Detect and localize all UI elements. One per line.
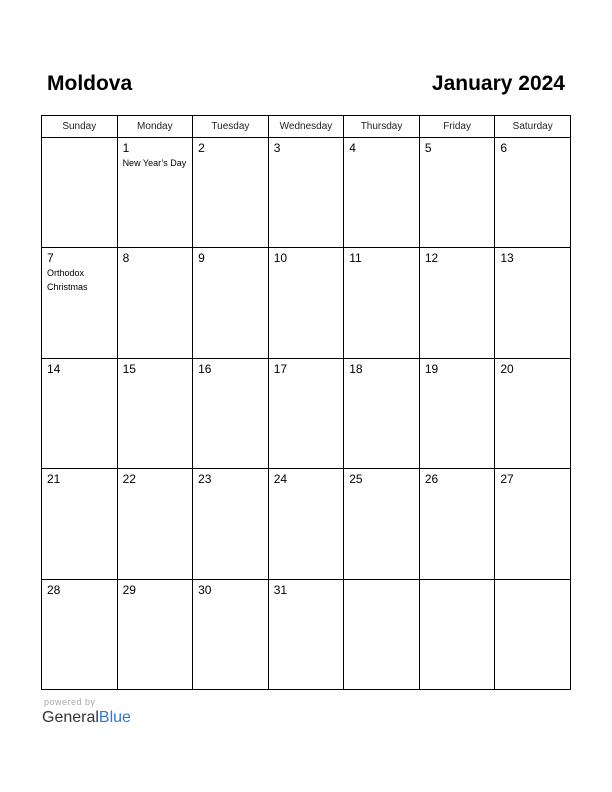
week-row <box>42 248 571 358</box>
weekday-header-row <box>42 116 571 138</box>
day-cell <box>344 579 420 689</box>
day-number: 11 <box>349 251 362 266</box>
day-number: 18 <box>349 361 363 376</box>
day-cell <box>42 248 118 358</box>
day-cell <box>495 358 571 468</box>
day-number: 28 <box>47 582 61 597</box>
weekday-friday: Friday <box>419 116 495 138</box>
day-cell <box>419 469 495 579</box>
day-cell <box>268 579 344 689</box>
day-cell <box>419 579 495 689</box>
calendar-grid <box>41 115 571 690</box>
country-title: Moldova <box>47 72 133 95</box>
day-cell <box>344 248 420 358</box>
day-cell <box>419 248 495 358</box>
day-number: 14 <box>47 361 61 376</box>
day-number: 3 <box>273 141 281 155</box>
day-number: 22 <box>122 472 136 487</box>
day-number: 17 <box>273 361 288 376</box>
day-cell <box>344 138 420 248</box>
day-number: 27 <box>500 472 514 487</box>
powered-by-label: powered by <box>44 697 96 707</box>
weekday-tuesday: Tuesday <box>193 116 269 138</box>
day-number: 30 <box>198 582 212 597</box>
day-number: 19 <box>424 361 439 376</box>
day-cell <box>344 469 420 579</box>
logo-text-general: General <box>42 709 99 726</box>
day-number: 31 <box>273 582 288 597</box>
day-number: 1 <box>122 141 130 155</box>
weekday-wednesday: Wednesday <box>268 116 344 138</box>
day-number: 29 <box>122 582 136 597</box>
logo-text-blue: Blue <box>98 709 131 726</box>
week-row <box>42 358 571 468</box>
day-cell <box>193 358 269 468</box>
day-number: 24 <box>273 472 288 487</box>
weekday-sunday: Sunday <box>42 116 118 138</box>
day-cell <box>117 138 193 248</box>
week-row <box>42 469 571 579</box>
day-number: 25 <box>349 472 363 487</box>
day-number: 16 <box>198 361 212 376</box>
week-row <box>42 138 571 248</box>
day-cell <box>419 138 495 248</box>
day-cell <box>268 358 344 468</box>
day-number: 6 <box>500 141 508 155</box>
day-cell <box>495 469 571 579</box>
weekday-thursday: Thursday <box>344 116 420 138</box>
day-number: 15 <box>122 361 136 376</box>
month-title: January 2024 <box>431 72 565 95</box>
day-number: 21 <box>47 472 61 487</box>
day-cell <box>344 358 420 468</box>
day-cell <box>193 469 269 579</box>
day-number: 4 <box>349 141 356 155</box>
holiday-label: Orthodox Christmas <box>47 268 88 293</box>
day-cell <box>268 138 344 248</box>
day-cell <box>117 469 193 579</box>
day-cell <box>42 138 118 248</box>
day-number: 8 <box>122 251 130 266</box>
day-cell <box>193 138 269 248</box>
day-cell <box>419 358 495 468</box>
day-number: 7 <box>47 251 54 266</box>
day-number: 13 <box>500 251 514 266</box>
day-cell <box>42 358 118 468</box>
day-number: 5 <box>424 141 432 155</box>
day-cell <box>117 358 193 468</box>
day-cell <box>117 248 193 358</box>
generalblue-logo[interactable] <box>42 708 131 728</box>
day-number: 10 <box>273 251 288 266</box>
day-cell <box>42 579 118 689</box>
day-cell <box>117 579 193 689</box>
weekday-monday: Monday <box>117 116 193 138</box>
day-number: 23 <box>198 472 212 487</box>
day-cell <box>495 138 571 248</box>
weekday-saturday: Saturday <box>495 116 571 138</box>
day-number: 9 <box>198 251 205 266</box>
day-number: 20 <box>500 361 514 376</box>
week-row <box>42 579 571 689</box>
day-cell <box>495 579 571 689</box>
day-cell <box>495 248 571 358</box>
day-number: 12 <box>424 251 439 266</box>
day-number: 26 <box>424 472 439 487</box>
day-cell <box>193 579 269 689</box>
day-cell <box>42 469 118 579</box>
day-cell <box>193 248 269 358</box>
holiday-label: New Year’s Day <box>122 158 187 168</box>
day-cell <box>268 248 344 358</box>
day-cell <box>268 469 344 579</box>
day-number: 2 <box>198 141 205 155</box>
